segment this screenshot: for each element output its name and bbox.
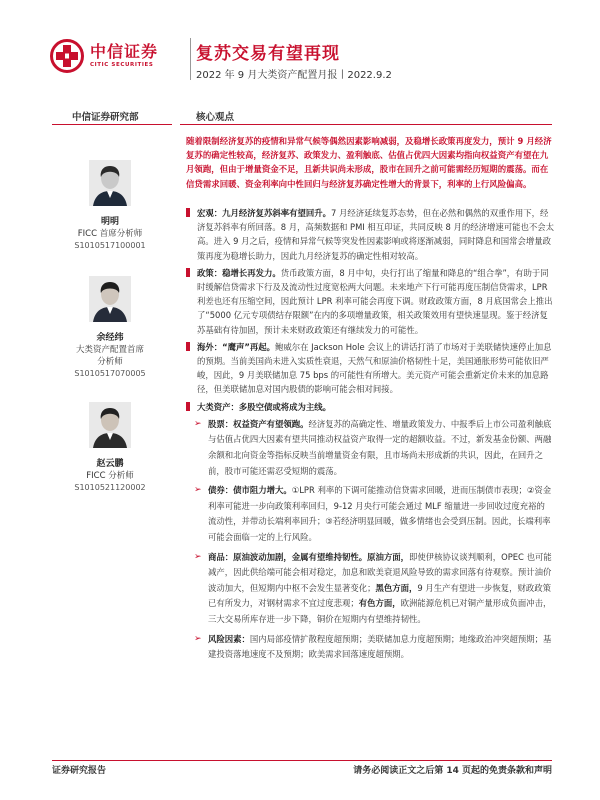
sub-point-bonds [186,483,556,545]
sub-point-risks [186,632,556,663]
main-rule [180,124,552,125]
point-text: 鲍威尔在 Jackson Hole 会议上的讲话打消了市场对于美联储快速停止加息的预期。当前美国尚未进入实质性衰退，天然气和原油价格韧性十足，美国通胀形势可能依旧严峻，因此，9 月美联储加息 75 bps 的可能性有所增大。美元资产可能会重新定价未来的加息路径，但美联储加息对国内股债的影响可能会相对间接。 [197,341,552,395]
footer-left-text: 证券研究报告 [52,766,107,776]
sub-point-text-ferrous: 9 月生产有望进一步恢复，财政政策已有所发力，对钢材需求不宜过度悲观； [208,582,551,609]
sub-point-lead-nonferrous: 有色方面， [358,598,401,609]
sub-point-commodities [186,550,556,628]
arrow-right-icon: ➢ [194,551,202,562]
analyst-card [40,160,180,252]
analyst-name: 赵云鹏 [96,459,124,469]
header-divider [190,38,191,80]
report-subtitle: 2022 年 9 月大类资产配置月报丨2022.9.2 [196,70,392,81]
sub-point-text: 经济复苏的高确定性、增量政策发力、中报季后上市公司盈利触底与估值占优四大因素有望共同推动权益资产取得一定的超额收益。不过，新发基金份额、两融余额和北向资金等指标反映当前增量资金有限，且市场尚未形成新的共识，因此，在回升之前，股市可能还需忍受短期的震荡。 [208,418,552,476]
point-lead: 海外：“鹰声”再起。 [197,341,276,352]
sidebar-heading: 中信证券研究部 [72,112,139,123]
sidebar-rule [52,124,172,125]
arrow-right-icon: ➢ [194,633,202,644]
sub-point-lead: 股票：权益资产有望领跑。 [208,418,309,429]
sub-point-text-nonferrous: 欧洲能源危机已对铜产量形成负面冲击，三大交易所库存进一步下降，铜价在短期内有望维持韧性。 [208,598,552,624]
sub-point-lead-ferrous: 黑色方面， [375,582,418,593]
sub-point-lead: 债券：债市阻力增大。 [208,485,292,496]
analyst-cert: S1010517070005 [74,369,146,378]
arrow-right-icon: ➢ [194,485,202,496]
sub-point-lead: 商品：原油波动加剧，金属有望维持韧性。 [208,551,368,562]
analyst-role: FICC 首席分析师 [77,229,143,239]
point-policy [186,266,556,337]
avatar [89,160,131,206]
brand-name-cn: 中信证券 [90,42,159,61]
bullet-bar-icon [186,402,190,411]
analyst-cert: S1010521120002 [74,483,146,492]
analyst-role-line2: 分析师 [97,357,123,367]
bullet-bar-icon [186,208,190,217]
analyst-cert: S1010517100001 [74,241,146,250]
point-lead: 宏观：九月经济复苏斜率有望回升。 [197,208,331,218]
report-header [0,0,600,100]
main-heading: 核心观点 [196,112,235,123]
avatar [89,402,131,448]
citic-logo-icon [50,39,84,73]
bullet-bar-icon [186,342,190,351]
avatar [89,276,131,322]
bullet-bar-icon [186,268,190,277]
sub-point-lead-oil: 原油方面， [367,551,409,562]
key-points [186,206,556,667]
point-assets [186,400,556,414]
analyst-card [40,402,180,494]
brand-name-en: CITIC SECURITIES [90,62,154,68]
point-text: 7 月经济延续复苏态势，但在必然和偶然的双重作用下，经济复苏斜率有所回落。8 月，高频数据和 PMI 相互印证，共同反映 8 月的经济增速可能也不会太高。进入 9 月之后，疫情和异常气候等突发性因素影响或将逐渐减弱，同时降息和国常会增量政策再度为稳增长助力，因此九月经济复苏的确定性相对较高。 [197,208,554,261]
report-title: 复苏交易有望再现 [196,44,340,64]
sub-point-stocks [186,417,556,479]
point-lead: 政策：稳增长再发力。 [197,267,281,278]
point-text: 货币政策方面，8 月中旬，央行打出了缩量和降息的“组合拳”，有助于同时缓解信贷需求下行及及流动性过度宽松两大问题。未来地产下行可能再度压制信贷需求，LPR 利差也还有压缩空间，因此预计 LPR 利率可能会再度下调。财政政策方面，8 月底国常会上推出了“5000 亿元专项债结存限额”在内的多项增量政策，相关政策效用有望快速显现。鉴于经济复苏基础有待加固，预计未来财政政策还有继续发力的可能性。 [197,267,553,335]
footer-disclaimer: 请务必阅读正文之后第 14 页起的免责条款和声明 [353,766,552,776]
arrow-right-icon: ➢ [194,418,202,429]
point-lead: 大类资产：多股空债或将成为主线。 [197,401,331,412]
footer-rule [52,760,552,761]
analyst-name: 余经纬 [96,333,124,343]
key-summary: 随着限制经济复苏的疫情和异常气候等偶然因素影响减弱，及稳增长政策再度发力，预计 9 月经济复苏的确定性较高，经济复苏、政策发力、盈利触底、估值占优四大因素均指向权益资产有望在九月领跑，但由于增量资金不足，且新共识尚未形成，股市在回升之前可能需经历短期的震荡。而在信贷需求回暖、资金利率向中性回归与经济复苏确定性增大的背景下，利率的上行风险偏高。 [186,136,552,189]
sub-point-text: 国内局部疫情扩散程度超预期；美联储加息力度超预期；地缘政治冲突超预期；基建投资落地速度不及预期；欧美需求回落速度超预期。 [208,633,552,660]
page-footer [52,763,552,775]
sub-point-lead: 风险因素： [208,633,250,644]
analyst-card [40,276,180,380]
sub-point-text: ①LPR 利率的下调可能推动信贷需求回暖，进而压制债市表现；②资金利率可能进一步向政策利率回归，9-12 月央行可能会通过 MLF 缩量进一步回收过度充裕的流动性，并带动长端利率回升；③若经济明显回暖，做多情绪也会受到压制。因此，长端利率可能会面临一定的上行风险。 [208,485,552,542]
point-macro [186,206,556,263]
sub-point-text: 即使伊核协议谈判顺利，OPEC 也可能减产，因此供给端可能会相对稳定，加息和欧美衰退风险导致的需求回落有待观察。预计油价波动加大，但短期内中枢不会发生显著变化； [208,551,552,593]
citic-logo [50,38,190,74]
analyst-role: 大类资产配置首席 [75,345,144,355]
analyst-name: 明明 [100,217,119,227]
analyst-role: FICC 分析师 [86,471,134,481]
point-overseas [186,340,556,397]
